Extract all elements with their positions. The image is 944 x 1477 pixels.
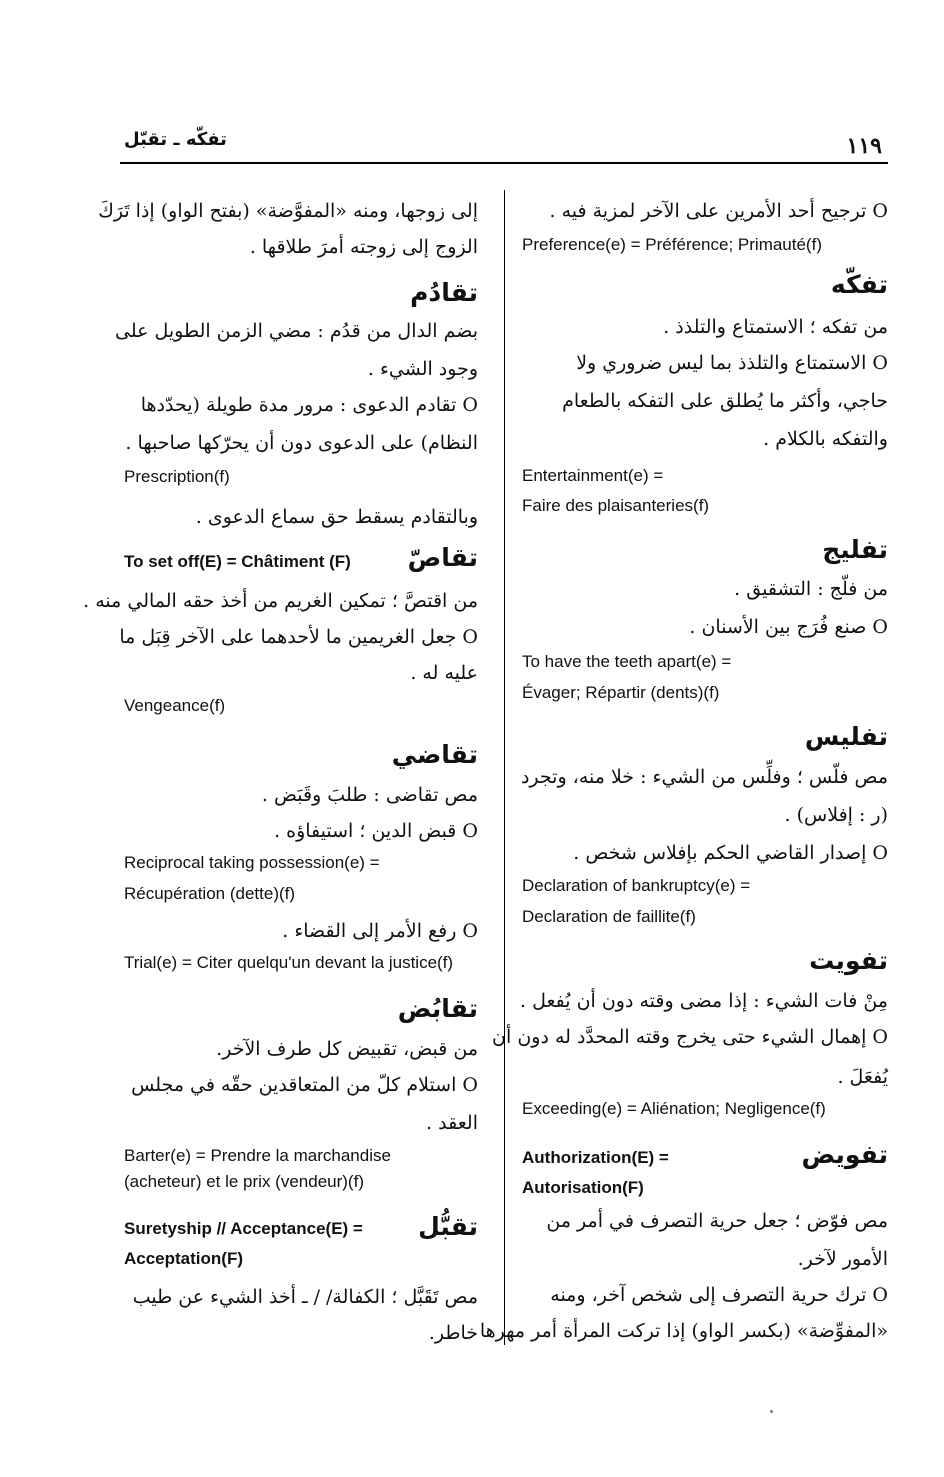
english-french-translation: Récupération (dette)(f) xyxy=(124,884,296,903)
headword: تقبُّل xyxy=(418,1212,478,1241)
headword: تقادُم xyxy=(410,278,478,307)
english-french-translation: Entertainment(e) = xyxy=(522,466,664,485)
arabic-definition-line: O إهمال الشيء حتى يخرج وقته المحدَّد له دون أن xyxy=(492,1026,888,1048)
arabic-definition-line: O رفع الأمر إلى القضاء . xyxy=(282,920,478,942)
arabic-definition-line: O جعل الغريمين ما لأحدهما على الآخر قِبَل ما xyxy=(119,626,478,648)
column-divider xyxy=(504,190,505,1345)
english-french-translation: Prescription(f) xyxy=(124,467,230,486)
english-french-translation: Évager; Répartir (dents)(f) xyxy=(522,683,720,702)
arabic-definition-line: من قبض، تقبيض كل طرف الآخر. xyxy=(216,1038,478,1060)
english-french-bold-translation: Acceptation(F) xyxy=(124,1249,243,1268)
running-header: تفكّه ـ تقبّل xyxy=(124,129,227,150)
arabic-definition-line: العقد . xyxy=(426,1112,478,1134)
arabic-definition-line: O صنع فُرَج بين الأسنان . xyxy=(689,616,888,638)
english-french-translation: Faire des plaisanteries(f) xyxy=(522,496,710,515)
english-french-bold-translation: To set off(E) = Châtiment (F) xyxy=(124,552,351,571)
arabic-definition-line: مص فوّض ؛ جعل حرية التصرف في أمر من xyxy=(546,1210,888,1232)
arabic-definition-line: عليه له . xyxy=(410,662,478,684)
english-french-translation: Reciprocal taking possession(e) = xyxy=(124,853,380,872)
arabic-definition-line: من فلّج : التشقيق . xyxy=(734,578,888,600)
arabic-definition-line: وجود الشيء . xyxy=(367,358,478,380)
arabic-definition-line: مص تقاضى : طلبَ وقَبَض . xyxy=(261,784,478,806)
english-french-translation: Vengeance(f) xyxy=(124,696,226,715)
arabic-definition-line: O تقادم الدعوى : مرور مدة طويلة (يحدّدها xyxy=(140,394,478,416)
arabic-definition-line: O ترجيح أحد الأمرين على الآخر لمزية فيه . xyxy=(549,200,888,222)
english-french-translation: Declaration de faillite(f) xyxy=(522,907,696,926)
headword: تقاضي xyxy=(391,740,478,769)
arabic-definition-line: O استلام كلّ من المتعاقدين حقّه في مجلس xyxy=(131,1074,478,1096)
arabic-definition-line: خاطر. xyxy=(428,1322,478,1344)
arabic-definition-line: مِنْ فات الشيء : إذا مضى وقته دون أن يُفعل . xyxy=(520,990,888,1012)
arabic-definition-line: O الاستمتاع والتلذذ بما ليس ضروري ولا xyxy=(576,352,888,374)
arabic-definition-line: O قبض الدين ؛ استيفاؤه . xyxy=(274,820,478,842)
arabic-definition-line: وبالتقادم يسقط حق سماع الدعوى . xyxy=(195,506,478,528)
english-french-translation: To have the teeth apart(e) = xyxy=(522,652,732,671)
english-french-translation: Preference(e) = Préférence; Primauté(f) xyxy=(522,235,822,254)
headword: تفويت xyxy=(809,946,888,975)
arabic-definition-line: بضم الدال من قدُم : مضي الزمن الطويل على xyxy=(114,320,478,342)
footer-mark xyxy=(770,1410,773,1413)
header-rule xyxy=(120,162,888,164)
english-french-translation: (acheteur) et le prix (vendeur)(f) xyxy=(124,1172,364,1191)
english-french-bold-translation: Autorisation(F) xyxy=(522,1178,644,1197)
arabic-definition-line: O إصدار القاضي الحكم بإفلاس شخص . xyxy=(573,842,888,864)
headword: تفويض xyxy=(801,1140,888,1169)
arabic-definition-line: حاجي، وأكثر ما يُطلق على التفكه بالطعام xyxy=(562,390,888,412)
arabic-definition-line: يُفعَلَ . xyxy=(837,1066,888,1088)
english-french-bold-translation: Suretyship // Acceptance(E) = xyxy=(124,1219,363,1238)
page-number: ١١٩ xyxy=(846,133,882,159)
headword: تفليس xyxy=(804,722,888,751)
english-french-translation: Barter(e) = Prendre la marchandise xyxy=(124,1146,391,1165)
arabic-definition-line: الأمور لآخر. xyxy=(797,1248,888,1270)
arabic-definition-line: مص فلّس ؛ وفلِّس من الشيء : خلا منه، وتجرد xyxy=(520,766,888,788)
headword: تفليج xyxy=(822,535,888,564)
headword: تقاصّ xyxy=(407,543,478,572)
arabic-definition-line: النظام) على الدعوى دون أن يحرّكها صاحبها . xyxy=(125,432,478,454)
arabic-definition-line: الزوج إلى زوجته أمرَ طلاقها . xyxy=(249,236,478,258)
arabic-definition-line: O ترك حرية التصرف إلى شخص آخر، ومنه xyxy=(550,1284,888,1306)
headword: تفكّه xyxy=(830,270,888,299)
arabic-definition-line: من تفكه ؛ الاستمتاع والتلذذ . xyxy=(663,316,888,338)
english-french-translation: Declaration of bankruptcy(e) = xyxy=(522,876,751,895)
arabic-definition-line: والتفكه بالكلام . xyxy=(763,428,888,450)
arabic-definition-line: «المفوِّضة» (بكسر الواو) إذا تركت المرأة أمر مهرها xyxy=(479,1320,888,1342)
arabic-definition-line: من اقتصَّ ؛ تمكين الغريم من أخذ حقه المالي منه . xyxy=(83,590,478,612)
arabic-definition-line: مص تَقَبَّل ؛ الكفالة/ / ـ أخذ الشيء عن طيب xyxy=(132,1286,478,1308)
headword: تقابُض xyxy=(397,994,478,1023)
english-french-translation: Exceeding(e) = Aliénation; Negligence(f) xyxy=(522,1099,826,1118)
english-french-bold-translation: Authorization(E) = xyxy=(522,1148,669,1167)
arabic-definition-line: (ر : إفلاس) . xyxy=(784,804,888,826)
english-french-translation: Trial(e) = Citer quelqu'un devant la justice(f) xyxy=(124,953,454,972)
arabic-definition-line: إلى زوجها، ومنه «المفوَّضة» (بفتح الواو) إذا تَرَكَ xyxy=(98,200,478,222)
